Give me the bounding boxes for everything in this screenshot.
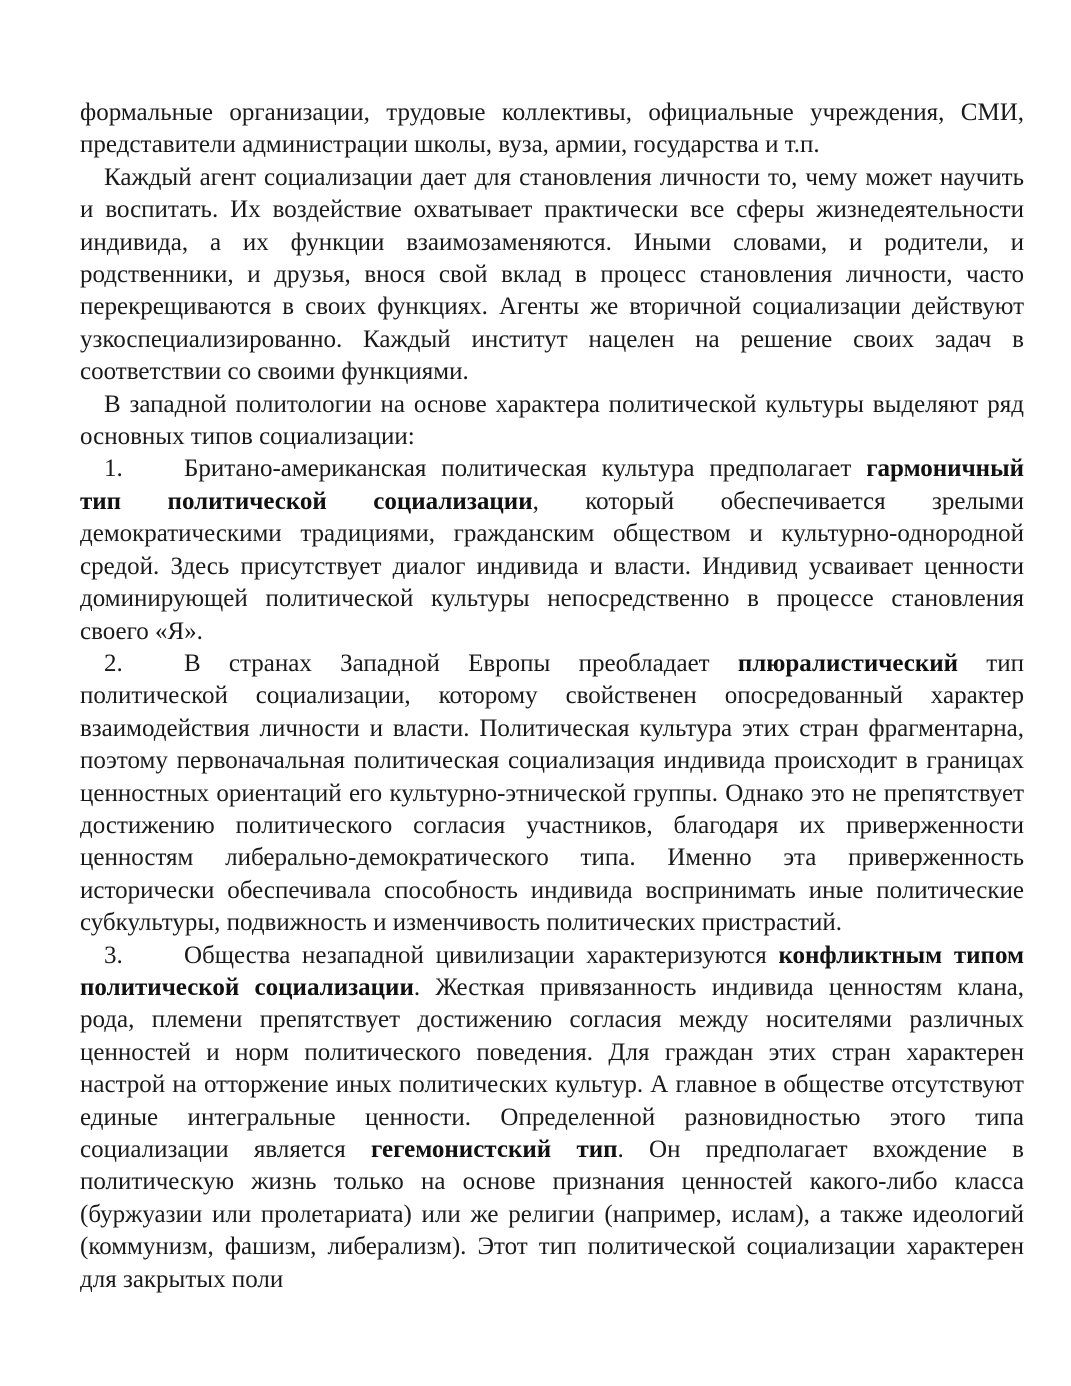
list-item-2-text-a: В странах Западной Европы преобладает bbox=[184, 649, 738, 677]
paragraph-types-intro-text: В западной политологии на основе характера политической культуры выделяют ряд основных типов социализации: bbox=[80, 390, 1024, 451]
document-page bbox=[80, 97, 1024, 1296]
list-item-3-text-c: . Он предполагает вхождение в политическую жизнь только на основе признания ценностей какого-либо класса (буржуазии или пролетариата) или же религии (например, ислам), а также идеологий (коммунизм, фашизм, либерализм). Этот тип политической социализации характерен для закрытых поли bbox=[80, 1136, 1024, 1293]
list-item-1 bbox=[80, 453, 1024, 647]
list-number-3: 3. bbox=[104, 941, 123, 969]
list-item-3 bbox=[80, 940, 1024, 1296]
list-item-1-text-a: Британо-американская политическая культура предполагает bbox=[184, 455, 867, 483]
list-item-1-text-b: , который обеспечивается зрелыми демократическими традициями, гражданским обществом и культурно-однородной средой. Здесь присутствует диалог индивида и власти. Индивид усваивает ценности доминирующей политической культуры непосредственно в процессе становления своего «Я». bbox=[80, 487, 1024, 645]
list-number-2: 2. bbox=[104, 649, 123, 677]
list-item-3-bold: конфликтным типом политической социализации bbox=[80, 941, 1024, 1001]
intro-text: формальные организации, трудовые коллективы, официальные учреждения, СМИ, представители администрации школы, вуза, армии, государства и т.п. bbox=[80, 99, 1024, 159]
intro-paragraph bbox=[80, 97, 1024, 162]
list-item-3-text-a: Общества незападной цивилизации характеризуются bbox=[184, 941, 779, 969]
list-item-2-text-b: тип политической социализации, которому свойственен опосредованный характер взаимодействия личности и власти. Политическая культура этих стран фрагментарна, поэтому первоначальная политическая социализация индивида происходит в границах ценностных ориентаций его культурно-этнической группы. Однако это не препятствует достижению политического согласия участников, благодаря их приверженности ценностям либерально-демократического типа. Именно эта приверженность исторически обеспечивала способность индивида воспринимать иные политические субкультуры, подвижность и изменчивость политических пристрастий. bbox=[80, 649, 1024, 937]
paragraph-agents bbox=[80, 162, 1024, 389]
paragraph-types-intro bbox=[80, 389, 1024, 454]
paragraph-agents-text: Каждый агент социализации дает для становления личности то, чему может научить и воспитать. Их воздействие охватывает практически все сферы жизнедеятельности индивида, а их функции взаимозаменяются. Иными словами, и родители, и родственники, и друзья, внося свой вклад в процесс становления личности, часто перекрещиваются в своих функциях. Агенты же вторичной социализации действуют узкоспециализированно. Каждый институт нацелен на решение своих задач в соответствии со своими функциями. bbox=[80, 163, 1024, 386]
list-item-1-bold: гармоничный тип политической социализации bbox=[80, 455, 1024, 515]
list-item-3-text-b: . Жесткая привязанность индивида ценностям клана, рода, племени препятствует достижению согласия между носителями различных ценностей и норм политического поведения. Для граждан этих стран характерен настрой на отторжение иных политических культур. А главное в обществе отсутствуют единые интегральные ценности. Определенной разновидностью этого типа социализации является bbox=[80, 973, 1024, 1163]
list-item-2-bold: плюралистический bbox=[737, 649, 959, 677]
list-item-3-bold-2: гегемонистский тип bbox=[370, 1136, 618, 1163]
list-number-1: 1. bbox=[104, 455, 123, 483]
list-item-2 bbox=[80, 648, 1024, 940]
